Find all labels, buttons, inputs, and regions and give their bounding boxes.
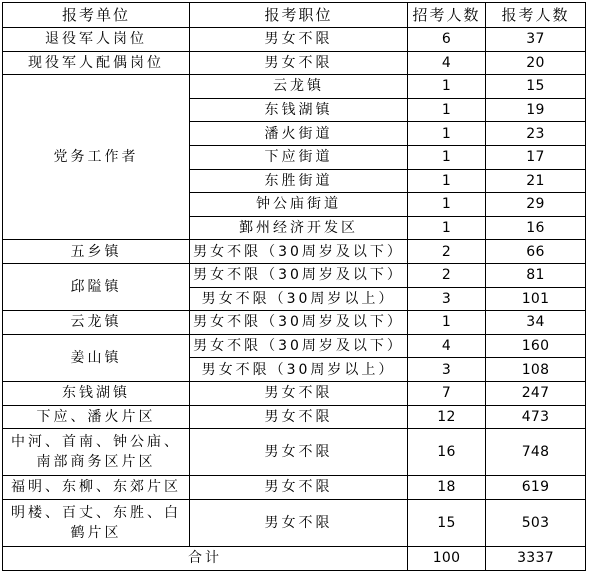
quota-cell: 1 xyxy=(408,169,486,193)
applicants-cell: 17 xyxy=(486,145,586,169)
total-label: 合计 xyxy=(3,546,408,570)
header-applicants: 报考人数 xyxy=(486,3,586,28)
unit-text: 明楼、百丈、东胜、白鹤片区 xyxy=(11,504,181,541)
position-cell: 男女不限（30周岁以上） xyxy=(190,287,408,311)
total-row xyxy=(3,546,586,570)
position-cell: 男女不限（30周岁及以下） xyxy=(190,334,408,358)
applicants-cell: 160 xyxy=(486,334,586,358)
table-row xyxy=(3,499,586,546)
table-row xyxy=(3,263,586,287)
applicants-cell: 15 xyxy=(486,75,586,99)
position-cell: 钟公庙街道 xyxy=(190,193,408,217)
table-row xyxy=(3,51,586,75)
unit-cell: 下应、潘火片区 xyxy=(3,405,190,429)
position-cell: 鄞州经济开发区 xyxy=(190,216,408,240)
quota-cell: 6 xyxy=(408,28,486,52)
position-cell: 男女不限 xyxy=(190,381,408,405)
position-cell: 男女不限 xyxy=(190,429,408,476)
table-row xyxy=(3,240,586,264)
recruitment-table xyxy=(2,2,586,571)
unit-cell xyxy=(3,499,190,546)
total-applicants: 3337 xyxy=(486,546,586,570)
quota-cell: 1 xyxy=(408,122,486,146)
unit-text: 中河、首南、钟公庙、南部商务区片区 xyxy=(11,434,181,471)
quota-cell: 1 xyxy=(408,98,486,122)
applicants-cell: 503 xyxy=(486,499,586,546)
quota-cell: 16 xyxy=(408,429,486,476)
position-cell: 男女不限 xyxy=(190,476,408,500)
applicants-cell: 619 xyxy=(486,476,586,500)
unit-cell: 姜山镇 xyxy=(3,334,190,381)
table-header-row xyxy=(3,3,586,28)
quota-cell: 12 xyxy=(408,405,486,429)
applicants-cell: 37 xyxy=(486,28,586,52)
quota-cell: 3 xyxy=(408,287,486,311)
position-cell: 男女不限（30周岁以上） xyxy=(190,358,408,382)
quota-cell: 4 xyxy=(408,51,486,75)
table-row xyxy=(3,311,586,335)
position-cell: 东钱湖镇 xyxy=(190,98,408,122)
applicants-cell: 20 xyxy=(486,51,586,75)
table-row xyxy=(3,381,586,405)
quota-cell: 4 xyxy=(408,334,486,358)
unit-cell: 五乡镇 xyxy=(3,240,190,264)
unit-cell: 云龙镇 xyxy=(3,311,190,335)
position-cell: 男女不限 xyxy=(190,499,408,546)
unit-cell xyxy=(3,429,190,476)
quota-cell: 15 xyxy=(408,499,486,546)
total-quota: 100 xyxy=(408,546,486,570)
position-cell: 潘火街道 xyxy=(190,122,408,146)
quota-cell: 1 xyxy=(408,216,486,240)
applicants-cell: 101 xyxy=(486,287,586,311)
quota-cell: 1 xyxy=(408,145,486,169)
applicants-cell: 19 xyxy=(486,98,586,122)
position-cell: 男女不限 xyxy=(190,51,408,75)
applicants-cell: 108 xyxy=(486,358,586,382)
table-row xyxy=(3,476,586,500)
table-row xyxy=(3,28,586,52)
table-row xyxy=(3,405,586,429)
position-cell: 男女不限 xyxy=(190,405,408,429)
quota-cell: 1 xyxy=(408,193,486,217)
position-cell: 男女不限 xyxy=(190,28,408,52)
unit-cell: 福明、东柳、东郊片区 xyxy=(3,476,190,500)
applicants-cell: 23 xyxy=(486,122,586,146)
applicants-cell: 748 xyxy=(486,429,586,476)
applicants-cell: 21 xyxy=(486,169,586,193)
quota-cell: 1 xyxy=(408,311,486,335)
quota-cell: 2 xyxy=(408,240,486,264)
quota-cell: 7 xyxy=(408,381,486,405)
unit-cell: 东钱湖镇 xyxy=(3,381,190,405)
header-quota: 招考人数 xyxy=(408,3,486,28)
unit-cell: 邱隘镇 xyxy=(3,263,190,310)
applicants-cell: 81 xyxy=(486,263,586,287)
position-cell: 东胜街道 xyxy=(190,169,408,193)
quota-cell: 18 xyxy=(408,476,486,500)
quota-cell: 3 xyxy=(408,358,486,382)
applicants-cell: 34 xyxy=(486,311,586,335)
applicants-cell: 247 xyxy=(486,381,586,405)
unit-cell: 退役军人岗位 xyxy=(3,28,190,52)
position-cell: 男女不限（30周岁及以下） xyxy=(190,263,408,287)
table-row xyxy=(3,334,586,358)
position-cell: 男女不限（30周岁及以下） xyxy=(190,240,408,264)
position-cell: 下应街道 xyxy=(190,145,408,169)
applicants-cell: 66 xyxy=(486,240,586,264)
quota-cell: 1 xyxy=(408,75,486,99)
quota-cell: 2 xyxy=(408,263,486,287)
applicants-cell: 473 xyxy=(486,405,586,429)
unit-cell: 党务工作者 xyxy=(3,75,190,240)
unit-cell: 现役军人配偶岗位 xyxy=(3,51,190,75)
position-cell: 男女不限（30周岁及以下） xyxy=(190,311,408,335)
applicants-cell: 29 xyxy=(486,193,586,217)
header-position: 报考职位 xyxy=(190,3,408,28)
table-row xyxy=(3,75,586,99)
table-row xyxy=(3,429,586,476)
header-unit: 报考单位 xyxy=(3,3,190,28)
applicants-cell: 16 xyxy=(486,216,586,240)
position-cell: 云龙镇 xyxy=(190,75,408,99)
